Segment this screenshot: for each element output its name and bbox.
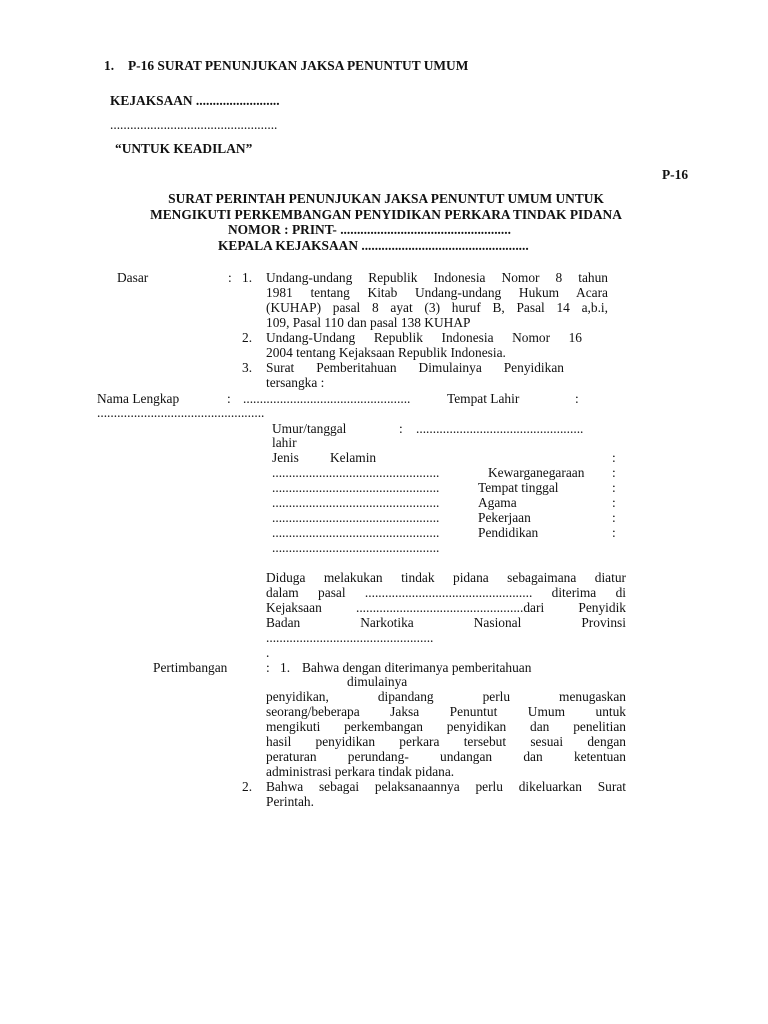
kewarganegaraan-label: Kewarganegaraan — [488, 465, 585, 480]
pekerjaan-dots: .................................................. — [272, 510, 440, 525]
pertimbangan-line: administrasi perkara tindak pidana. — [266, 764, 455, 779]
pertimbangan-item-number: 2. — [242, 779, 253, 794]
dasar-item-number: 3. — [242, 360, 253, 375]
pendidikan-dots: .................................................. — [272, 525, 440, 540]
dasar-item-number: 2. — [242, 330, 253, 345]
tempat-lahir-label: Tempat Lahir — [447, 391, 520, 406]
section-number: 1. — [104, 58, 115, 73]
umur-dots: .................................................. — [416, 421, 584, 436]
kewarganegaraan-colon: : — [612, 465, 616, 480]
jenis-kelamin-colon: : — [612, 450, 616, 465]
diduga-dots: .................................................. — [266, 630, 434, 645]
kejaksaan-line: KEJAKSAAN ......................... — [110, 93, 280, 108]
umur-colon: : — [399, 421, 403, 436]
pekerjaan-label: Pekerjaan — [478, 510, 531, 525]
diduga-line: Kejaksaan ..................................................dari Penyidik — [266, 600, 626, 615]
kewarganegaraan-dots: .................................................. — [272, 465, 440, 480]
pertimbangan-line: hasil penyidikan perkara tersebut sesuai dengan — [266, 734, 626, 749]
dasar-item-number: 1. — [242, 270, 253, 285]
form-code: P-16 — [662, 167, 689, 182]
pendidikan-label: Pendidikan — [478, 525, 539, 540]
tempat-tinggal-label: Tempat tinggal — [478, 480, 559, 495]
tempat-tinggal-colon: : — [612, 480, 616, 495]
dasar-item-line: 2004 tentang Kejaksaan Republik Indonesia. — [266, 345, 506, 360]
section-title: P-16 SURAT PENUNJUKAN JAKSA PENUNTUT UMUM — [128, 58, 469, 73]
jenis-kelamin-word-1: Jenis — [272, 450, 299, 465]
pertimbangan-item-number: 1. — [280, 660, 291, 675]
diduga-line: Diduga melakukan tindak pidana sebagaimana diatur — [266, 570, 626, 585]
dots-line: .................................................. — [110, 117, 278, 132]
kepala-line: KEPALA KEJAKSAAN .................................................. — [218, 238, 529, 253]
motto: “UNTUK KEADILAN” — [115, 141, 253, 156]
pertimbangan-colon: : — [266, 660, 270, 675]
pertimbangan-line: peraturan perundang- undangan dan ketentuan — [266, 749, 626, 764]
document-title-line-2: MENGIKUTI PERKEMBANGAN PENYIDIKAN PERKARA TINDAK PIDANA — [150, 207, 622, 222]
document-title-line-1: SURAT PERINTAH PENUNJUKAN JAKSA PENUNTUT UMUM UNTUK — [168, 191, 604, 206]
dasar-item-line: Undang-Undang Republik Indonesia Nomor 16 — [266, 330, 582, 345]
jenis-kelamin-word-2: Kelamin — [330, 450, 377, 465]
pendidikan-dots-continued: .................................................. — [272, 540, 440, 555]
tempat-lahir-dots: .................................................. — [97, 405, 265, 420]
umur-label-lahir: lahir — [272, 435, 297, 450]
dasar-item-line: Surat Pemberitahuan Dimulainya Penyidikan — [266, 360, 564, 375]
tempat-tinggal-dots: .................................................. — [272, 480, 440, 495]
pertimbangan-line: Perintah. — [266, 794, 314, 809]
dasar-item-line: (KUHAP) pasal 8 ayat (3) huruf B, Pasal 14 a,b.i, — [266, 300, 608, 315]
dasar-item-line: Undang-undang Republik Indonesia Nomor 8 tahun — [266, 270, 608, 285]
tempat-lahir-colon: : — [575, 391, 579, 406]
agama-label: Agama — [478, 495, 517, 510]
nama-lengkap-label: Nama Lengkap — [97, 391, 180, 406]
agama-dots: .................................................. — [272, 495, 440, 510]
dasar-item-line: 1981 tentang Kitab Undang-undang Hukum Acara — [266, 285, 608, 300]
dasar-colon: : — [228, 270, 232, 285]
pertimbangan-line: penyidikan, dipandang perlu menugaskan — [266, 689, 626, 704]
pekerjaan-colon: : — [612, 510, 616, 525]
nama-lengkap-dots: .................................................. — [243, 391, 411, 406]
dasar-item-line: tersangka : — [266, 375, 325, 390]
nomor-line: NOMOR : PRINT- ................................................... — [228, 222, 511, 237]
diduga-period: . — [266, 645, 270, 660]
pertimbangan-item-heading: Bahwa dengan diterimanya pemberitahuan — [302, 660, 532, 675]
pertimbangan-line: seorang/beberapa Jaksa Penuntut Umum untuk — [266, 704, 626, 719]
diduga-line: Badan Narkotika Nasional Provinsi — [266, 615, 626, 630]
pertimbangan-item-heading-continued: dimulainya — [347, 674, 408, 689]
dasar-item-line: 109, Pasal 110 dan pasal 138 KUHAP — [266, 315, 471, 330]
pertimbangan-line: mengikuti perkembangan penyidikan dan penelitian — [266, 719, 626, 734]
pertimbangan-label: Pertimbangan — [153, 660, 228, 675]
pertimbangan-line: Bahwa sebagai pelaksanaannya perlu dikeluarkan Surat — [266, 779, 626, 794]
agama-colon: : — [612, 495, 616, 510]
umur-label: Umur/tanggal — [272, 421, 347, 436]
dasar-label: Dasar — [117, 270, 149, 285]
pendidikan-colon: : — [612, 525, 616, 540]
nama-lengkap-colon: : — [227, 391, 231, 406]
diduga-line: dalam pasal .................................................. diterima di — [266, 585, 626, 600]
